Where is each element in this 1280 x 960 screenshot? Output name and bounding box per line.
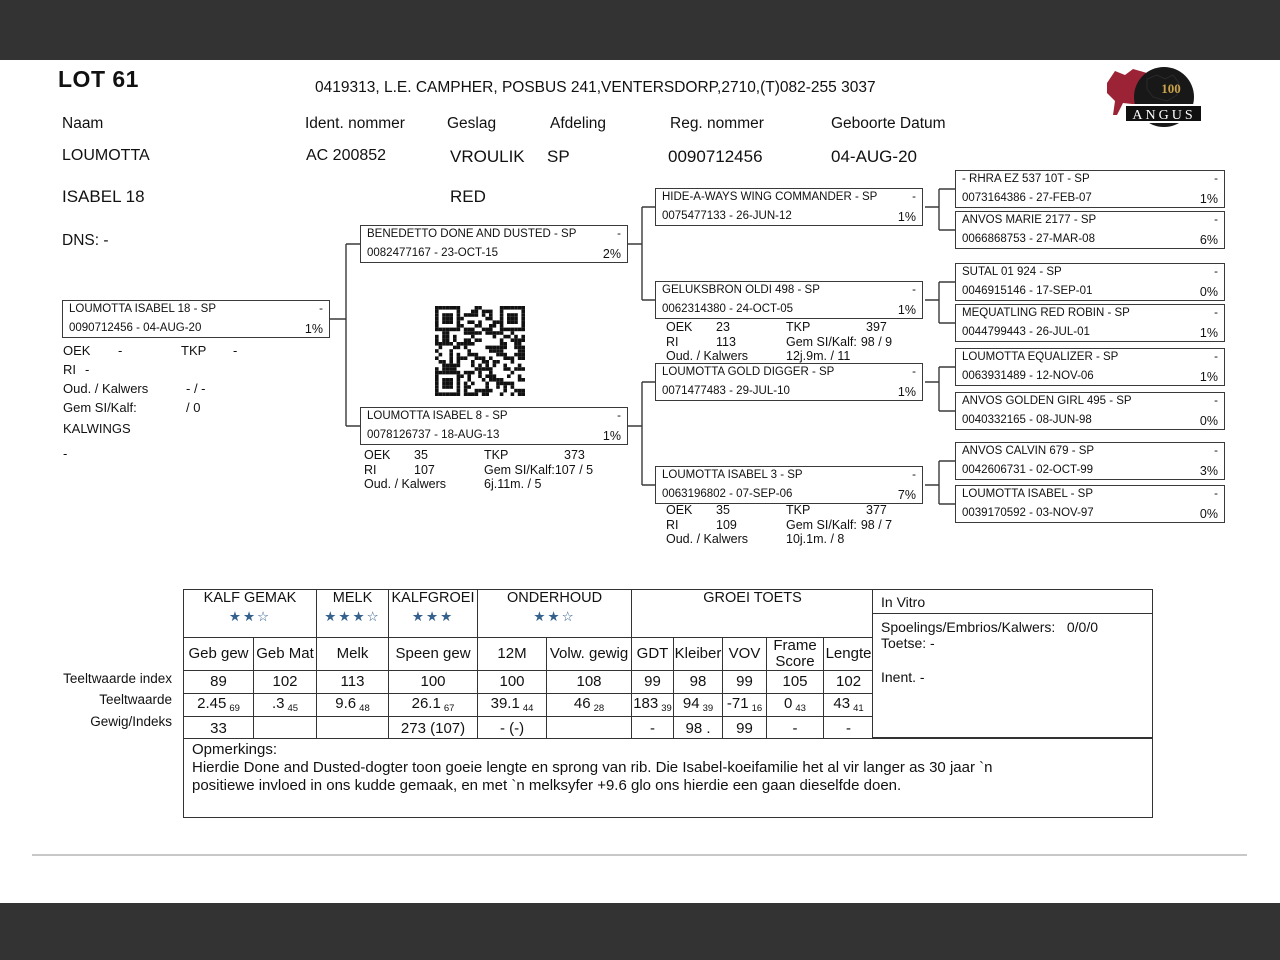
value-dash: - [319, 303, 323, 315]
index-cell: 102 [824, 670, 874, 693]
inent-line: Inent. - [881, 669, 925, 685]
col-12m: 12M [478, 638, 547, 671]
group-label: MELK [332, 590, 373, 606]
animal-id-date: 0090712456 - 04-AUG-20 [69, 322, 202, 334]
star-rating: ★★☆ [533, 609, 576, 624]
ebv-accuracy: 39 [702, 703, 714, 714]
inbreeding-pct: 1% [1199, 192, 1218, 206]
in-vitro-title: In Vitro [873, 590, 1152, 614]
stat-label: RI [666, 334, 679, 349]
ebv-cell [389, 693, 478, 716]
inbreeding-pct: 1% [304, 322, 323, 336]
value-afdeling: SP [547, 147, 570, 166]
stat-value: - [233, 343, 238, 358]
label-geslag: Geslag [447, 115, 497, 132]
stat-label: Gem SI/Kalf: [786, 334, 857, 349]
inbreeding-pct: 0% [1199, 285, 1218, 299]
value-dash: - [912, 191, 916, 203]
pedigree-box-dss [955, 348, 1225, 386]
value-naam: LOUMOTTA [62, 147, 150, 164]
pedigree-box-ssd [955, 211, 1225, 249]
ebv-value: 183 [633, 695, 659, 712]
animal-id-date: 0062314380 - 24-OCT-05 [662, 303, 794, 315]
inbreeding-pct: 1% [897, 385, 916, 399]
pedigree-box-sd [655, 281, 923, 319]
ebv-cell [824, 693, 874, 716]
value-geboorte: 04-AUG-20 [831, 147, 917, 166]
animal-name: MEQUATLING RED ROBIN - SP [962, 307, 1130, 319]
animal-name: GELUKSBRON OLDI 498 - SP [662, 284, 820, 296]
ebv-accuracy: 44 [522, 703, 534, 714]
pedigree-box-sss [955, 170, 1225, 208]
ebv-accuracy: 48 [359, 703, 370, 714]
stat-value: 377 [866, 503, 887, 517]
animal-id-date: 0075477133 - 26-JUN-12 [662, 210, 792, 222]
stat-label: OEK [63, 343, 91, 358]
index-cell: 102 [254, 670, 317, 693]
ebv-cell [317, 693, 389, 716]
sd-stats-block [666, 320, 946, 364]
animal-id-date: 0082477167 - 23-OCT-15 [367, 247, 499, 259]
pedigree-box-ddd [955, 485, 1225, 523]
stat-value: 35 [716, 503, 730, 517]
value-ident: AC 200852 [306, 147, 387, 164]
col-speen-gew: Speen gew [389, 638, 478, 671]
stat-label: RI [63, 362, 76, 377]
toetse-line: Toetse: - [881, 635, 935, 651]
animal-id-date: 0063196802 - 07-SEP-06 [662, 488, 793, 500]
subject-stats-block [63, 341, 343, 463]
inbreeding-pct: 1% [897, 303, 916, 317]
inbreeding-pct: 1% [897, 210, 916, 224]
ebv-value: 2.45 [197, 695, 227, 712]
inbreeding-pct: 1% [602, 429, 621, 443]
star-rating: ★★☆ [228, 609, 272, 624]
col-volw-gewig: Volw. gewig [547, 638, 632, 671]
animal-id-date: 0071477483 - 29-JUL-10 [662, 385, 790, 397]
group-kalfgroei [389, 590, 478, 638]
ebv-accuracy: 43 [795, 703, 806, 714]
stat-label: RI [364, 462, 377, 477]
stat-label: TKP [786, 320, 811, 334]
inbreeding-pct: 3% [1199, 464, 1218, 478]
angus-logo-graphic [1103, 57, 1201, 139]
dns-status: DNS: - [62, 232, 109, 249]
stat-label: Gem SI/Kalf: [63, 400, 137, 415]
ebv-value: 0 [784, 695, 793, 712]
value-dash: - [912, 366, 916, 378]
ebv-cell [723, 693, 767, 716]
row-label-teeltwaarde-index: Teeltwaarde index [63, 671, 172, 686]
value-dash: - [617, 410, 621, 422]
value-dash: - [1214, 445, 1218, 457]
col-kleiber: Kleiber [674, 638, 723, 671]
value-dash: - [1214, 395, 1218, 407]
in-vitro-panel [872, 589, 1153, 738]
gewig-cell: 273 (107) [389, 716, 478, 741]
pedigree-box-ss [655, 188, 923, 226]
logo-brand-text: ANGUS [1132, 108, 1196, 123]
stat-label: Oud. / Kalwers [63, 381, 149, 396]
animal-name: ANVOS MARIE 2177 - SP [962, 214, 1097, 226]
index-cell: 100 [389, 670, 478, 693]
stat-label: Oud. / Kalwers [666, 532, 748, 546]
value-dash: - [1214, 266, 1218, 278]
ebv-cell [478, 693, 547, 716]
stat-label: OEK [666, 320, 693, 334]
pedigree-box-subject [62, 300, 330, 338]
animal-id-date: 0039170592 - 03-NOV-97 [962, 507, 1094, 519]
ebv-cell [632, 693, 674, 716]
gewig-cell: - (-) [478, 716, 547, 741]
column-header-row [184, 638, 874, 671]
index-cell: 105 [767, 670, 824, 693]
breeder-address: 0419313, L.E. CAMPHER, POSBUS 241,VENTERSDORP,2710,(T)082-255 3037 [315, 79, 876, 96]
ebv-accuracy: 39 [661, 703, 672, 714]
ebv-accuracy: 69 [229, 703, 240, 714]
ebv-accuracy: 45 [287, 703, 299, 714]
index-cell: 89 [184, 670, 254, 693]
inbreeding-pct: 6% [1199, 233, 1218, 247]
inbreeding-pct: 0% [1199, 507, 1218, 521]
pedigree-box-sire [360, 225, 628, 263]
logo-100-years: 100 [1161, 81, 1181, 96]
index-cell: 113 [317, 670, 389, 693]
animal-name: LOUMOTTA GOLD DIGGER - SP [662, 366, 835, 378]
gewig-cell: - [824, 716, 874, 741]
value-reg: 0090712456 [668, 147, 763, 166]
animal-id-date: 0044799443 - 26-JUL-01 [962, 326, 1090, 338]
value-dash: - [617, 228, 621, 240]
stat-label: RI [666, 517, 679, 532]
pedigree-box-sdd [955, 304, 1225, 342]
ebv-value: 26.1 [411, 695, 441, 712]
group-groei-toets [632, 590, 874, 638]
opmerkings-title: Opmerkings: [192, 741, 278, 758]
stat-label: Oud. / Kalwers [364, 477, 446, 491]
stat-value: 35 [414, 448, 428, 462]
stat-value: 109 [716, 517, 737, 532]
pedigree-box-dd [655, 466, 923, 504]
stat-label: TKP [484, 448, 509, 462]
pedigree-box-sds [955, 263, 1225, 301]
dam-stats-block [364, 448, 644, 492]
stat-value: 98 / 9 [860, 334, 893, 349]
ebv-value: 9.6 [335, 695, 357, 712]
stat-value: 10j.1m. / 8 [786, 532, 845, 546]
animal-name: SUTAL 01 924 - SP [962, 266, 1062, 278]
index-cell: 98 [674, 670, 723, 693]
qr-code [435, 306, 525, 396]
inbreeding-pct: 0% [1199, 414, 1218, 428]
inbreeding-pct: 1% [1199, 370, 1218, 384]
ebv-value: 39.1 [490, 695, 520, 712]
ebv-cell [184, 693, 254, 716]
kalwings-value: - [63, 446, 68, 461]
stat-label: Gem SI/Kalf: [786, 517, 857, 532]
ebv-accuracy: 16 [751, 703, 763, 714]
page-separator-line [32, 854, 1247, 856]
angus-society-logo [1103, 57, 1201, 144]
row-label-gewig-indeks: Gewig/Indeks [90, 714, 172, 729]
col-lengte: Lengte [824, 638, 874, 671]
pedigree-box-dam [360, 407, 628, 445]
ebv-value: 46 [573, 695, 591, 712]
gewig-cell: 98 . [674, 716, 723, 741]
label-naam: Naam [62, 115, 104, 132]
group-onderhoud [478, 590, 632, 638]
kalwings-heading: KALWINGS [63, 421, 131, 436]
stat-value: 107 / 5 [554, 462, 594, 477]
animal-name: LOUMOTTA ISABEL 3 - SP [662, 469, 803, 481]
group-label: KALF GEMAK [203, 590, 297, 606]
ebv-cell [674, 693, 723, 716]
stat-label: Oud. / Kalwers [666, 349, 748, 363]
index-cell: 100 [478, 670, 547, 693]
dd-stats-block [666, 503, 946, 547]
group-melk [317, 590, 389, 638]
gewig-cell: - [767, 716, 824, 741]
value-geslag: VROULIK [450, 147, 525, 166]
group-label: ONDERHOUD [506, 590, 603, 606]
row-label-teeltwaarde: Teeltwaarde [99, 692, 172, 707]
col-gdt: GDT [632, 638, 674, 671]
ebv-accuracy: 67 [443, 703, 455, 714]
spoelings-value: 0/0/0 [1066, 619, 1098, 635]
opmerkings-box [183, 738, 1153, 818]
value-dash: - [912, 284, 916, 296]
ebv-table [183, 589, 874, 742]
animal-name: LOUMOTTA ISABEL - SP [962, 488, 1094, 500]
ebv-value: 43 [833, 695, 851, 712]
value-dash: - [1214, 307, 1218, 319]
animal-id-date: 0066868753 - 27-MAR-08 [962, 233, 1095, 245]
pedigree-box-dsd [955, 392, 1225, 430]
col-geb-mat: Geb Mat [254, 638, 317, 671]
stat-value: 12j.9m. / 11 [786, 349, 851, 363]
value-dash: - [912, 469, 916, 481]
inbreeding-pct: 1% [1199, 326, 1218, 340]
stat-label: Gem SI/Kalf: [484, 462, 555, 477]
pedigree-box-ds [655, 363, 923, 401]
stat-value: 113 [716, 334, 736, 349]
animal-id-date: 0078126737 - 18-AUG-13 [367, 429, 500, 441]
index-cell: 99 [723, 670, 767, 693]
animal-id-date: 0063931489 - 12-NOV-06 [962, 370, 1094, 382]
animal-id-date: 0073164386 - 27-FEB-07 [962, 192, 1092, 204]
stat-value: 397 [866, 320, 887, 334]
animal-name: LOUMOTTA ISABEL 8 - SP [367, 410, 508, 422]
stat-value: 107 [414, 462, 435, 477]
spoelings-label: Spoelings/Embrios/Kalwers: [881, 619, 1056, 635]
col-frame-score: Frame Score [767, 638, 824, 671]
stat-value: 23 [716, 320, 730, 334]
index-cell: 99 [632, 670, 674, 693]
inbreeding-pct: 7% [897, 488, 916, 502]
teeltwaarde-index-row [184, 670, 874, 693]
inbreeding-pct: 2% [602, 247, 621, 261]
ebv-accuracy: 28 [593, 703, 605, 714]
animal-name: ANVOS GOLDEN GIRL 495 - SP [962, 395, 1132, 407]
stat-label: OEK [666, 503, 693, 517]
star-rating: ★★★ [411, 609, 455, 624]
stat-value: 6j.11m. / 5 [484, 477, 542, 491]
value-naam-line2: ISABEL 18 [62, 187, 145, 206]
lot-number: LOT 61 [58, 66, 139, 92]
label-ident: Ident. nommer [305, 115, 405, 132]
stat-value: 373 [564, 448, 585, 462]
value-dash: - [1214, 351, 1218, 363]
animal-id-date: 0046915146 - 17-SEP-01 [962, 285, 1093, 297]
teeltwaarde-row [184, 693, 874, 716]
animal-name: ANVOS CALVIN 679 - SP [962, 445, 1095, 457]
value-kleur: RED [450, 187, 486, 206]
stat-value: - / - [186, 381, 206, 396]
stat-value: 98 / 7 [860, 517, 893, 532]
ebv-cell [767, 693, 824, 716]
animal-name: - RHRA EZ 537 10T - SP [962, 173, 1090, 185]
ebv-value: .3 [271, 695, 285, 712]
group-kalf-gemak [184, 590, 317, 638]
viewer-bottom-bar [0, 903, 1280, 960]
ebv-value: -71 [726, 695, 749, 712]
value-dash: - [1214, 488, 1218, 500]
star-rating: ★★★☆ [324, 609, 381, 624]
gewig-cell: 99 [723, 716, 767, 741]
stat-value: - [118, 343, 123, 358]
animal-id-date: 0042606731 - 02-OCT-99 [962, 464, 1094, 476]
stat-value: / 0 [186, 400, 201, 415]
animal-id-date: 0040332165 - 08-JUN-98 [962, 414, 1092, 426]
ebv-cell [547, 693, 632, 716]
viewer-top-bar [0, 0, 1280, 60]
ebv-value: 94 [682, 695, 700, 712]
stat-label: TKP [786, 503, 811, 517]
group-label: KALFGROEI [391, 590, 475, 606]
label-afdeling: Afdeling [550, 115, 607, 132]
gewig-cell: 33 [184, 716, 254, 741]
label-reg: Reg. nommer [670, 115, 764, 132]
trait-group-header-row [184, 590, 874, 638]
pedigree-box-dds [955, 442, 1225, 480]
stat-value: - [85, 362, 90, 377]
ebv-accuracy: 41 [853, 703, 864, 714]
value-dash: - [1214, 214, 1218, 226]
group-label: GROEI TOETS [703, 590, 802, 606]
col-vov: VOV [723, 638, 767, 671]
index-cell: 108 [547, 670, 632, 693]
animal-name: LOUMOTTA ISABEL 18 - SP [69, 303, 216, 315]
stat-label: OEK [364, 448, 391, 462]
col-melk: Melk [317, 638, 389, 671]
gewig-cell: - [632, 716, 674, 741]
animal-name: BENEDETTO DONE AND DUSTED - SP [367, 228, 577, 240]
label-geboorte: Geboorte Datum [831, 115, 946, 132]
opmerkings-text: Hierdie Done and Dusted-dogter toon goeie lengte en sprong van rib. Die Isabel-koeifamilie het al vir langer as 30 jaar `n positiewe invloed in ons kudde gemaak, en met `n melksyfer +9.6 glo ons hierdie een gaan dieselfde doen. [192, 759, 993, 794]
animal-name: HIDE-A-WAYS WING COMMANDER - SP [662, 191, 878, 203]
value-dash: - [1214, 173, 1218, 185]
stat-label: TKP [181, 343, 207, 358]
ebv-cell [254, 693, 317, 716]
col-geb-gew: Geb gew [184, 638, 254, 671]
animal-name: LOUMOTTA EQUALIZER - SP [962, 351, 1119, 363]
